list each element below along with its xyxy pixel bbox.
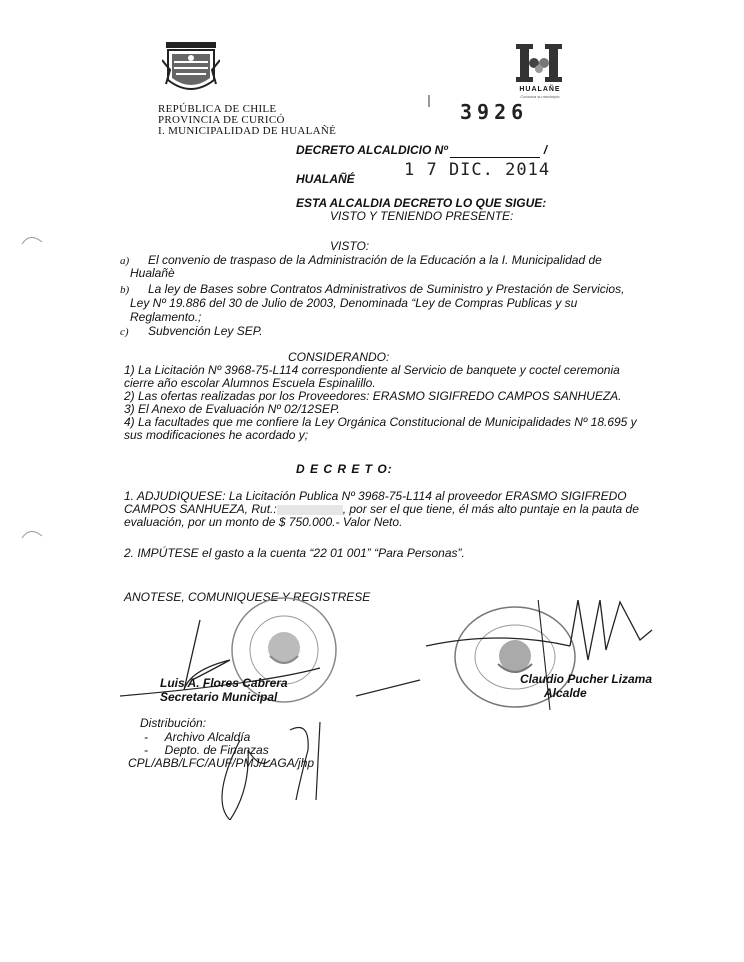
punch-mark-icon [20,526,44,540]
country-name: REPÚBLICA DE CHILE [158,103,277,115]
logo-subtext: Conozca su municipio [520,94,560,99]
visto-item-b: b) La ley de Bases sobre Contratos Administrativos de Suministro y Prestación de Servicios, [120,282,625,296]
decreto-item-1: 1. ADJUDIQUESE: La Licitación Publica Nº 3968-75-L114 al proveedor ERASMO SIGIFREDO CAMPOS SANHUEZA, Rut.: , por ser el que tiene, él más alto puntaje en la pauta de evaluación, por un monto de $ 750.000.- Valor Neto. [124,489,639,529]
considerando-line-5: 4) La facultades que me confiere la Ley Orgánica Constitucional de Municipalidades Nº 18.695 y [124,415,637,429]
considerando-line-2: cierre año escolar Alumnos Escuela Espinalillo. [124,376,376,390]
visto-heading: VISTO: [330,239,370,253]
distribution-initials: CPL/ABB/LFC/AUF/PMJ/LAGA/jhp [128,756,315,770]
decree-label: DECRETO ALCALDICIO Nº / [296,143,548,157]
mayor-title: Alcalde [544,686,587,700]
intro-line-2: VISTO Y TENIENDO PRESENTE: [330,209,514,223]
secretary-name: Luis A. Flores Cabrera [160,676,288,690]
considerando-list [124,364,694,442]
considerando-line-6: sus modificaciones he acordado y; [124,428,309,442]
mayor-name: Claudio Pucher Lizama [520,672,653,686]
punch-mark-icon [20,232,44,246]
intro-line-1: ESTA ALCALDIA DECRETO LO QUE SIGUE: [296,196,547,210]
hualane-logo-icon [514,42,564,84]
redacted-rut [277,505,343,515]
considerando-line-3: 2) Las ofertas realizadas por los Proveedores: ERASMO SIGIFREDO CAMPOS SANHUEZA. [124,389,622,403]
considerando-heading: CONSIDERANDO: [288,350,390,364]
municipality-name: I. MUNICIPALIDAD DE HUALAÑÉ [158,125,337,137]
decree-number: 3926 [460,100,529,124]
decreto-heading: D E C R E T O: [296,462,393,476]
city-label: HUALAÑÉ [296,172,355,186]
distribution-item-1: - Archivo Alcaldía [144,730,251,744]
secretary-title: Secretario Municipal [160,690,278,704]
stamp-mark [428,95,430,107]
considerando-line-4: 3) El Anexo de Evaluación Nº 02/12SEP. [124,402,340,416]
decree-date: 1 7 DIC. 2014 [404,160,551,180]
signature-marks-icon [120,600,680,820]
coat-of-arms-icon [162,40,220,100]
visto-item-c: c) Subvención Ley SEP. [120,324,263,338]
visto-item-b-cont2: Reglamento.; [130,310,202,324]
considerando-line-1: 1) La Licitación Nº 3968-75-L114 correspondiente al Servicio de banquete y coctel ceremonia [124,363,620,377]
institution-block [158,104,336,137]
visto-item-a-cont: Hualañè [130,266,175,280]
visto-item-a: a) El convenio de traspaso de la Administración de la Educación a la I. Municipalidad de [120,253,602,267]
province-name: PROVINCIA DE CURICÓ [158,114,285,126]
closing-line: ANOTESE, COMUNIQUESE Y REGISTRESE [124,590,371,604]
decreto-item-2: 2. IMPÚTESE el gasto a la cuenta “22 01 001” “Para Personas”. [124,546,465,560]
logo-text: HUALAÑE [519,86,561,93]
distribution-heading: Distribución: [140,716,207,730]
distribution-item-2: - Depto. de Finanzas [144,743,269,757]
visto-item-b-cont: Ley Nº 19.886 del 30 de Julio de 2003, Denominada “Ley de Compras Publicas y su [130,296,578,310]
